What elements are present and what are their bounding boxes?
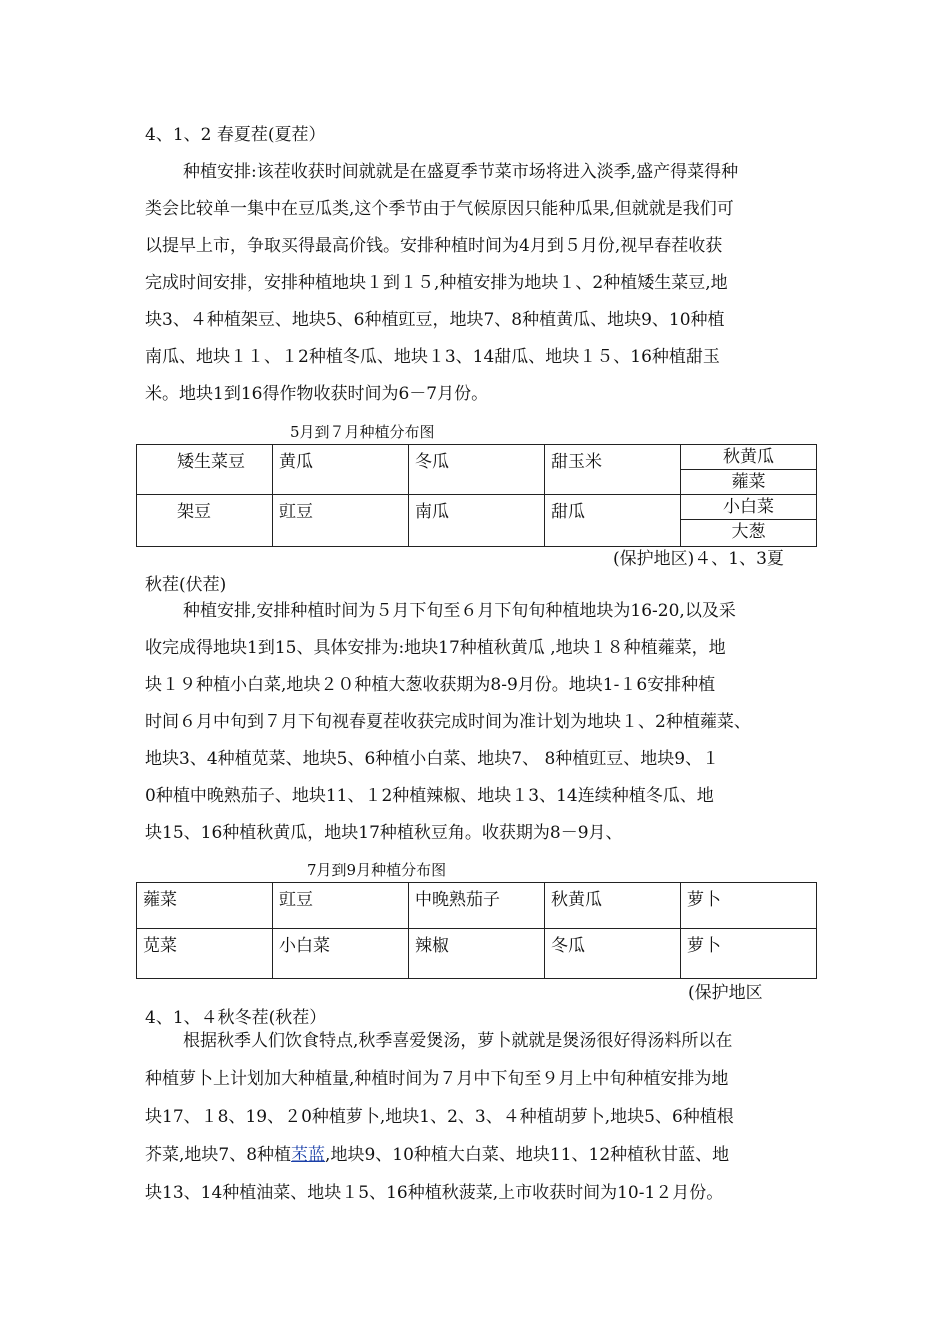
paragraph-line: 种植安排,安排种植时间为５月下旬至６月下旬旬种植地块为16-20,以及采 xyxy=(183,601,736,621)
table-subcell: 小白菜 xyxy=(681,495,816,520)
table-cell: 甜玉米 xyxy=(545,445,681,495)
table-cell: 秋黄瓜 xyxy=(545,883,681,929)
table-row xyxy=(137,883,817,929)
table-cell: 南瓜 xyxy=(409,495,545,547)
paragraph-line: 收完成得地块1到15、具体安排为:地块17种植秋黄瓜 ,地块１８种植蕹菜，地 xyxy=(145,638,726,658)
table-cell: 萝卜 xyxy=(681,929,817,979)
paragraph-line xyxy=(145,1144,729,1166)
section-heading-spring-summer: 4、1、2 春夏茬(夏茬） xyxy=(145,125,326,145)
paragraph-line: 以提早上市，争取买得最高价钱。安排种植时间为4月到５月份,视早春茬收获 xyxy=(145,236,723,256)
paragraph-line: 南瓜、地块１１、１2种植冬瓜、地块１3、14甜瓜、地块１５、16种植甜玉 xyxy=(145,347,720,367)
table-cell: 冬瓜 xyxy=(409,445,545,495)
paragraph-line: 0种植中晚熟茄子、地块11、１2种植辣椒、地块１3、14连续种植冬瓜、地 xyxy=(145,786,714,806)
table-cell: 蕹菜 xyxy=(137,883,273,929)
paragraph-text: ,地块9、10种植大白菜、地块11、12种植秋甘蓝、地 xyxy=(325,1145,730,1165)
paragraph-line: 块15、16种植秋黄瓜，地块17种植秋豆角。收获期为8－9月、 xyxy=(145,823,623,843)
paragraph-text: 芥菜,地块7、8种植 xyxy=(145,1145,292,1165)
paragraph-line: 块3、４种植架豆、地块5、6种植豇豆，地块7、8种植黄瓜、地块9、10种植 xyxy=(145,310,725,330)
paragraph-line: 根据秋季人们饮食特点,秋季喜爱煲汤，萝卜就就是煲汤很好得汤料所以在 xyxy=(183,1031,733,1051)
paragraph-line: 种植安排:该茬收获时间就就是在盛夏季节菜市场将进入淡季,盛产得菜得种 xyxy=(183,162,739,182)
table-subcell: 大葱 xyxy=(731,522,766,542)
table-cell: 架豆 xyxy=(137,495,273,547)
table-cell: 豇豆 xyxy=(273,883,409,929)
planting-table-july-september xyxy=(136,882,817,979)
table-cell-split xyxy=(681,445,817,495)
table-row xyxy=(137,495,817,547)
table-cell-split xyxy=(681,495,817,547)
paragraph-line: 块13、14种植油菜、地块１5、16种植秋菠菜,上市收获时间为10-1２月份。 xyxy=(145,1183,724,1203)
kohlrabi-link[interactable]: 苤蓝 xyxy=(291,1145,326,1165)
protected-area-note-and-heading: (保护地区)４、1、3夏 xyxy=(613,549,784,569)
table-caption: 7月到9月种植分布图 xyxy=(307,861,447,879)
planting-table-may-july xyxy=(136,444,817,547)
table-cell: 中晚熟茄子 xyxy=(409,883,545,929)
paragraph-line: 类会比较单一集中在豆瓜类,这个季节由于气候原因只能种瓜果,但就就是我们可 xyxy=(145,199,734,219)
paragraph-line: 地块3、4种植苋菜、地块5、6种植小白菜、地块7、 8种植豇豆、地块9、１ xyxy=(145,749,720,769)
table-cell: 辣椒 xyxy=(409,929,545,979)
paragraph-line: 块17、１8、19、２0种植萝卜,地块1、2、3、４种植胡萝卜,地块5、6种植根 xyxy=(145,1107,734,1127)
table-caption: 5月到７月种植分布图 xyxy=(290,423,435,441)
table-cell: 矮生菜豆 xyxy=(137,445,273,495)
table-row xyxy=(137,445,817,495)
section-heading-summer-autumn: 秋茬(伏茬) xyxy=(145,575,227,595)
section-heading-autumn-winter: 4、1、４秋冬茬(秋茬） xyxy=(145,1008,327,1028)
table-subcell: 蕹菜 xyxy=(731,472,766,492)
table-cell: 小白菜 xyxy=(273,929,409,979)
table-cell: 萝卜 xyxy=(681,883,817,929)
protected-area-note: (保护地区 xyxy=(688,983,763,1003)
paragraph-line: 米。地块1到16得作物收获时间为6－7月份。 xyxy=(145,384,489,404)
table-cell: 豇豆 xyxy=(273,495,409,547)
paragraph-line: 时间６月中旬到７月下旬视春夏茬收获完成时间为准计划为地块１、2种植蕹菜、 xyxy=(145,712,751,732)
paragraph-line: 块１９种植小白菜,地块２０种植大葱收获期为8-9月份。地块1-１6安排种植 xyxy=(145,675,716,695)
table-subcell: 秋黄瓜 xyxy=(681,445,816,470)
table-cell: 苋菜 xyxy=(137,929,273,979)
paragraph-line: 完成时间安排，安排种植地块１到１５,种植安排为地块１、2种植矮生菜豆,地 xyxy=(145,273,728,293)
table-row xyxy=(137,929,817,979)
table-cell: 黄瓜 xyxy=(273,445,409,495)
table-cell: 甜瓜 xyxy=(545,495,681,547)
table-cell: 冬瓜 xyxy=(545,929,681,979)
paragraph-line: 种植萝卜上计划加大种植量,种植时间为７月中下旬至９月上中旬种植安排为地 xyxy=(145,1069,729,1089)
